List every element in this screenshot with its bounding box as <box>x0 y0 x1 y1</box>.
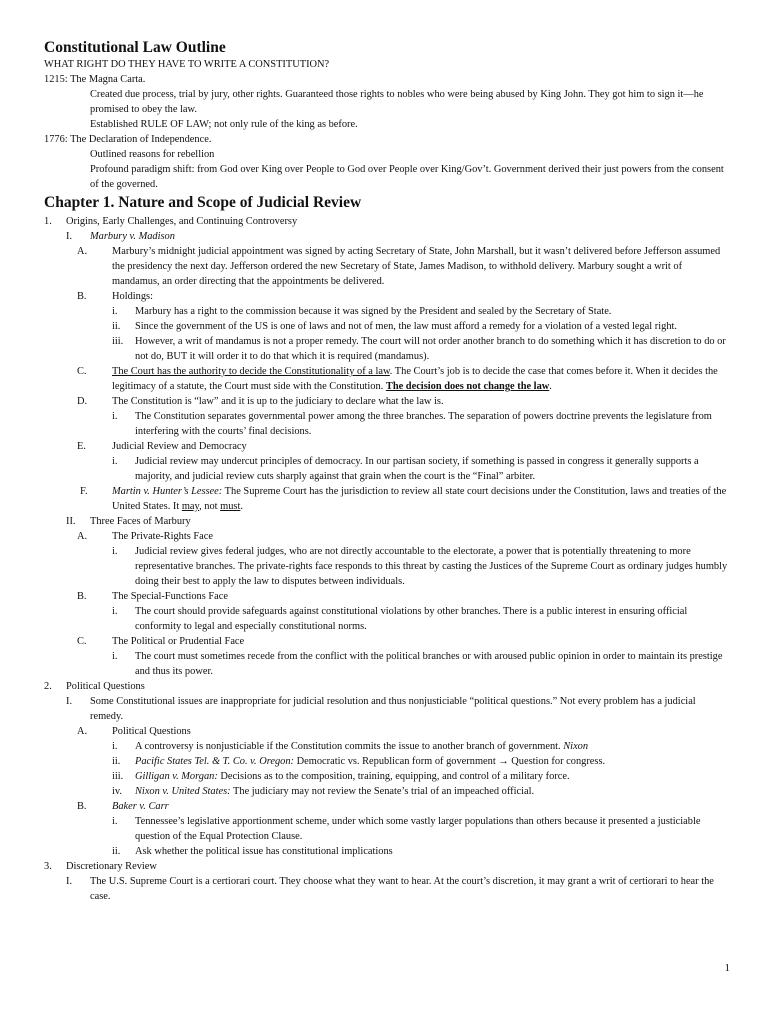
declaration-line: Outlined reasons for rebellion <box>90 149 215 160</box>
outline-item-letter <box>44 439 728 454</box>
outline-marker: i. <box>112 606 118 617</box>
case-name: Martin v. Hunter’s Lessee: <box>112 486 223 497</box>
outline-text: The Private-Rights Face <box>112 531 213 542</box>
outline-marker: I. <box>66 876 73 887</box>
outline-text <box>112 799 728 814</box>
magna-carta-line: Established RULE OF LAW; not only rule of the king as before. <box>90 119 358 130</box>
outline-item-letter <box>44 724 728 739</box>
outline-text <box>112 364 728 394</box>
outline-marker: C. <box>77 366 87 377</box>
outline-item-letter <box>44 289 728 304</box>
outline-marker: C. <box>77 636 87 647</box>
outline-marker: B. <box>77 291 87 302</box>
outline-text: Judicial review gives federal judges, who are not directly accountable to the electorate, a power that is potentially threatening to more representative branches. The private-rights face responds to this threat by casting the Justices of the Supreme Court as ordinary judges humbly doing their best to apply the law to disputes between individuals. <box>135 546 728 587</box>
underlined-text: may <box>181 501 200 512</box>
outline-text-run: . The Court’s job is to decide the case that comes before it. When it decides the legitimacy of a statute, the Court must side with the Constitution. <box>112 366 718 392</box>
outline-item-section-1 <box>44 214 728 229</box>
outline-text <box>112 484 728 514</box>
outline-text: Ask whether the political issue has constitutional implications <box>135 846 393 857</box>
outline-text <box>135 784 728 799</box>
outline-text: Judicial review may undercut principles of democracy. In our partisan society, if something is passed in congress it generally supports a majority, and judicial review cuts sharply against that grain when the court is the “Final” arbiter. <box>135 456 699 482</box>
outline-item-subpoint <box>44 844 728 859</box>
outline-marker: A. <box>77 531 88 542</box>
outline-text: Since the government of the US is one of laws and not of men, the law must afford a remedy for a violation of a vested legal right. <box>135 321 677 332</box>
outline-item-roman <box>44 229 728 244</box>
outline-text: Marbury has a right to the commission because it was signed by the President and sealed by the Secretary of State. <box>135 306 612 317</box>
outline-marker: 1. <box>44 216 52 227</box>
outline-item-roman <box>44 694 728 724</box>
outline-marker: i. <box>112 741 118 752</box>
outline-item-roman <box>44 514 728 529</box>
bold-underlined-text: The decision does not change the law <box>385 381 550 392</box>
outline-text <box>90 229 728 244</box>
outline-marker: I. <box>66 696 73 707</box>
outline-text <box>135 754 728 769</box>
outline-item-subpoint <box>44 409 728 439</box>
outline-item-subpoint <box>44 334 728 364</box>
outline-marker: i. <box>112 456 118 467</box>
outline-marker: I. <box>66 231 73 242</box>
outline-text: The Political or Prudential Face <box>112 636 245 647</box>
outline-text: Origins, Early Challenges, and Continuing Controversy <box>66 216 298 227</box>
outline-text: The court should provide safeguards against constitutional violations by other branches. There is a public interest in ensuring official conformity to legal and especially constitutional norms. <box>135 606 688 632</box>
outline-item-roman <box>44 874 728 904</box>
outline-text-run: A controversy is nonjusticiable if the Constitution commits the issue to another branch of government. <box>135 741 564 752</box>
outline-item-letter <box>44 589 728 604</box>
outline-text-run: . <box>549 381 552 392</box>
outline-marker: ii. <box>112 846 121 857</box>
outline-item-letter <box>44 364 728 394</box>
outline-text: Political Questions <box>112 726 191 737</box>
outline-item-subpoint <box>44 769 728 784</box>
outline-text: Judicial Review and Democracy <box>112 441 247 452</box>
magna-carta-heading: 1215: The Magna Carta. <box>44 74 146 85</box>
outline-marker: A. <box>77 726 88 737</box>
outline-marker: i. <box>112 411 118 422</box>
outline-marker: i. <box>112 651 118 662</box>
outline-text-run: The Supreme Court has the jurisdiction to review all state court decisions under the Constitution, laws and treaties of the United States. It <box>112 486 727 512</box>
outline-marker: ii. <box>112 321 121 332</box>
case-name: Baker v. Carr <box>112 801 169 812</box>
outline-text: Holdings: <box>112 291 153 302</box>
outline-text-run: . <box>240 501 243 512</box>
outline-text: The U.S. Supreme Court is a certiorari court. They choose what they want to hear. At the court’s discretion, it may grant a writ of certiorari to hear the case. <box>90 876 714 902</box>
document-title: Constitutional Law Outline <box>44 39 226 56</box>
outline-item-subpoint <box>44 784 728 799</box>
outline-text: The Constitution separates governmental power among the three branches. The separation of powers doctrine prevents the legislature from interfering with the courts’ final decisions. <box>135 411 712 437</box>
outline-text: Marbury’s midnight judicial appointment was signed by acting Secretary of State, John Marshall, but it wasn’t delivered before Jefferson assumed the presidency the next day. Jefferson ordered the new Secretary of State, James Madison, to withhold delivery. Marbury sought a writ of mandamus, an order directing that the appointments be delivered. <box>112 246 721 287</box>
outline-item-subpoint <box>44 319 728 334</box>
case-name: Nixon v. United States: <box>135 786 231 797</box>
outline-marker: iii. <box>112 336 124 347</box>
outline-marker: F. <box>80 486 88 497</box>
chapter-title: Chapter 1. Nature and Scope of Judicial Review <box>44 194 362 211</box>
outline-text-run: Democratic vs. Republican form of government → Question for congress. <box>294 756 606 767</box>
outline-marker: II. <box>66 516 76 527</box>
outline-text-run: The judiciary may not review the Senate’s trial of an impeached official. <box>230 786 535 797</box>
outline-marker: i. <box>112 816 118 827</box>
page-number: 1 <box>724 962 730 974</box>
outline-item-section-2 <box>44 679 728 694</box>
outline-marker: i. <box>112 546 118 557</box>
outline-text: Tennessee’s legislative apportionment scheme, under which some vastly larger populations than others because it presented a justiciable question of the Equal Protection Clause. <box>135 816 701 842</box>
document-page <box>44 38 728 904</box>
declaration-line: Profound paradigm shift: from God over King over People to God over People over King/Gov’t. Government derived their just powers from the consent of the governed. <box>90 164 724 190</box>
outline-text <box>135 769 728 784</box>
case-name: Pacific States Tel. & T. Co. v. Oregon: <box>135 756 295 767</box>
outline-marker: 2. <box>44 681 52 692</box>
outline-item-letter <box>44 799 728 814</box>
outline-text: However, a writ of mandamus is not a proper remedy. The court will not order another branch to do something which it has discretion to do or not do, BUT it will order it to do that which it is required (mandamus). <box>135 336 726 362</box>
outline-item-subpoint <box>44 544 728 589</box>
underlined-text: The Court has the authority to decide the Constitutionality of a law <box>112 366 390 377</box>
outline-item-letter <box>44 634 728 649</box>
magna-carta-line: Created due process, trial by jury, other rights. Guaranteed those rights to nobles who were being abused by King John. They got him to sign it—he promised to obey the law. <box>90 89 704 115</box>
outline-item-letter <box>44 529 728 544</box>
outline-item-subpoint <box>44 754 728 769</box>
outline-marker: iv. <box>112 786 123 797</box>
case-name: Marbury v. Madison <box>90 231 175 242</box>
outline-marker: B. <box>77 591 87 602</box>
outline-marker: i. <box>112 306 118 317</box>
outline-marker: D. <box>77 396 88 407</box>
outline-marker: 3. <box>44 861 52 872</box>
document-subtitle: WHAT RIGHT DO THEY HAVE TO WRITE A CONSTITUTION? <box>44 59 330 70</box>
outline-text-run: Decisions as to the composition, training, equipping, and control of a military force. <box>217 771 570 782</box>
outline-marker: iii. <box>112 771 124 782</box>
outline-text: Discretionary Review <box>66 861 157 872</box>
outline-item-subpoint <box>44 649 728 679</box>
outline-text: The court must sometimes recede from the conflict with the political branches or with aroused public opinion in order to maintain its prestige and thus its power. <box>135 651 723 677</box>
outline-item-section-3 <box>44 859 728 874</box>
outline-marker: B. <box>77 801 87 812</box>
outline-item-letter <box>44 394 728 409</box>
outline-text-run: , not <box>199 501 221 512</box>
outline-item-letter <box>44 484 728 514</box>
outline-marker: E. <box>77 441 86 452</box>
outline-text: Political Questions <box>66 681 145 692</box>
outline-item-subpoint <box>44 814 728 844</box>
outline-item-subpoint <box>44 604 728 634</box>
outline-marker: A. <box>77 246 88 257</box>
case-name: Nixon <box>563 741 589 752</box>
outline-text <box>135 739 728 754</box>
outline-item-subpoint <box>44 454 728 484</box>
outline-item-subpoint <box>44 739 728 754</box>
outline-item-subpoint <box>44 304 728 319</box>
outline-text: Three Faces of Marbury <box>90 516 191 527</box>
case-name: Gilligan v. Morgan: <box>135 771 218 782</box>
outline-item-letter <box>44 244 728 289</box>
underlined-text: must <box>220 501 241 512</box>
outline-marker: ii. <box>112 756 121 767</box>
outline-text: Some Constitutional issues are inappropriate for judicial resolution and thus nonjusticiable “political questions.” Not every problem has a judicial remedy. <box>90 696 696 722</box>
outline-text: The Special-Functions Face <box>112 591 228 602</box>
declaration-heading: 1776: The Declaration of Independence. <box>44 134 212 145</box>
outline-text: The Constitution is “law” and it is up to the judiciary to declare what the law is. <box>112 396 444 407</box>
